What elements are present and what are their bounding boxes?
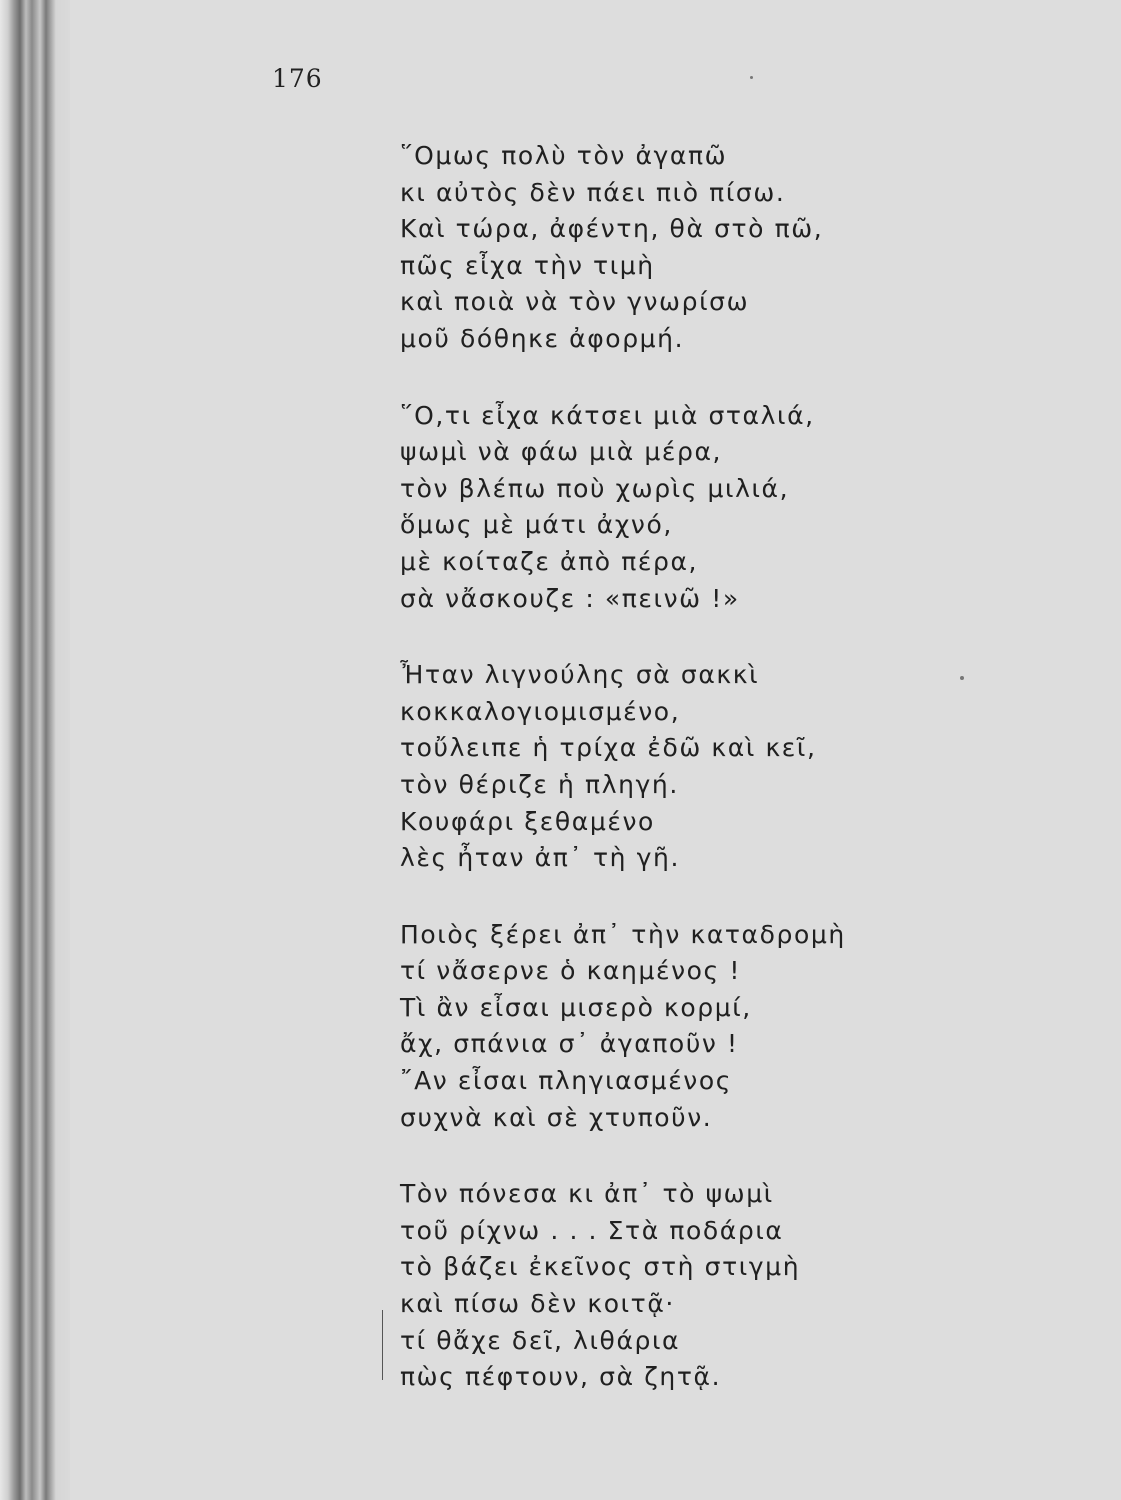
poem-line: ῞Ο,τι εἶχα κάτσει μιὰ σταλιά, — [400, 400, 815, 430]
poem-line: Τὸν πόνεσα κι ἀπ᾿ τὸ ψωμὶ — [400, 1179, 774, 1209]
paper-speck — [960, 676, 964, 680]
poem-line: μὲ κοίταζε ἀπὸ πέρα, — [400, 546, 699, 576]
poem-line: τοῦ ρίχνω . . . Στὰ ποδάρια — [400, 1215, 784, 1245]
poem-line: Τὶ ἂν εἶσαι μισερὸ κορμί, — [400, 992, 752, 1022]
poem-line: λὲς ἦταν ἀπ᾿ τὴ γῆ. — [400, 843, 681, 873]
poem-line: σὰ νἄσκουζε : «πεινῶ !» — [400, 583, 740, 613]
poem-line: Καὶ τώρα, ἀφέντη, θὰ στὸ πῶ, — [400, 214, 824, 244]
poem-line: Κουφάρι ξεθαμένο — [400, 806, 655, 836]
poem-line: ῎Αν εἶσαι πληγιασμένος — [400, 1066, 733, 1096]
poem-line: ὅμως μὲ μάτι ἀχνό, — [400, 510, 673, 540]
poem-line: Ποιὸς ξέρει ἀπ᾿ τὴν καταδρομὴ — [400, 919, 846, 949]
stanza — [400, 1176, 920, 1396]
poem-line: καὶ ποιὰ νὰ τὸν γνωρίσω — [400, 287, 750, 317]
poem-line: ψωμὶ νὰ φάω μιὰ μέρα, — [400, 437, 723, 467]
margin-mark — [382, 1310, 383, 1380]
poem-line: ῞Ομως πολὺ τὸν ἀγαπῶ — [400, 141, 728, 170]
poem-line: τὸν θέριζε ἡ πληγή. — [400, 769, 679, 799]
book-binding-edge — [0, 0, 70, 1500]
poem-line: Ἦταν λιγνούλης σὰ σακκὶ — [400, 660, 760, 690]
poem-line: μοῦ δόθηκε ἀφορμή. — [400, 323, 685, 353]
page-number: 176 — [272, 64, 323, 93]
poem-line: κι αὐτὸς δὲν πάει πιὸ πίσω. — [400, 177, 786, 207]
stanza — [400, 657, 920, 877]
poem-line: καὶ πίσω δὲν κοιτᾷ· — [400, 1289, 675, 1319]
stanza — [400, 138, 920, 358]
poem — [400, 138, 920, 1436]
stanza — [400, 398, 920, 618]
poem-line: τοὔλειπε ἡ τρίχα ἐδῶ καὶ κεῖ, — [400, 733, 817, 763]
poem-line: τὸ βάζει ἐκεῖνος στὴ στιγμὴ — [400, 1252, 801, 1282]
poem-line: συχνὰ καὶ σὲ χτυποῦν. — [400, 1102, 713, 1132]
book-page — [70, 0, 1121, 1500]
poem-line: τί νἄσερνε ὁ καημένος ! — [400, 956, 741, 986]
paper-speck — [750, 76, 753, 79]
poem-line: πὼς πέφτουν, σὰ ζητᾷ. — [400, 1362, 722, 1392]
poem-line: ἄχ, σπάνια σ᾿ ἀγαποῦν ! — [400, 1029, 739, 1059]
poem-line: πῶς εἶχα τὴν τιμὴ — [400, 250, 655, 280]
poem-line: τὸν βλέπω ποὺ χωρὶς μιλιά, — [400, 473, 790, 503]
poem-line: τί θἄχε δεῖ, λιθάρια — [400, 1325, 681, 1355]
poem-line: κοκκαλογιομισμένο, — [400, 696, 681, 726]
stanza — [400, 917, 920, 1137]
